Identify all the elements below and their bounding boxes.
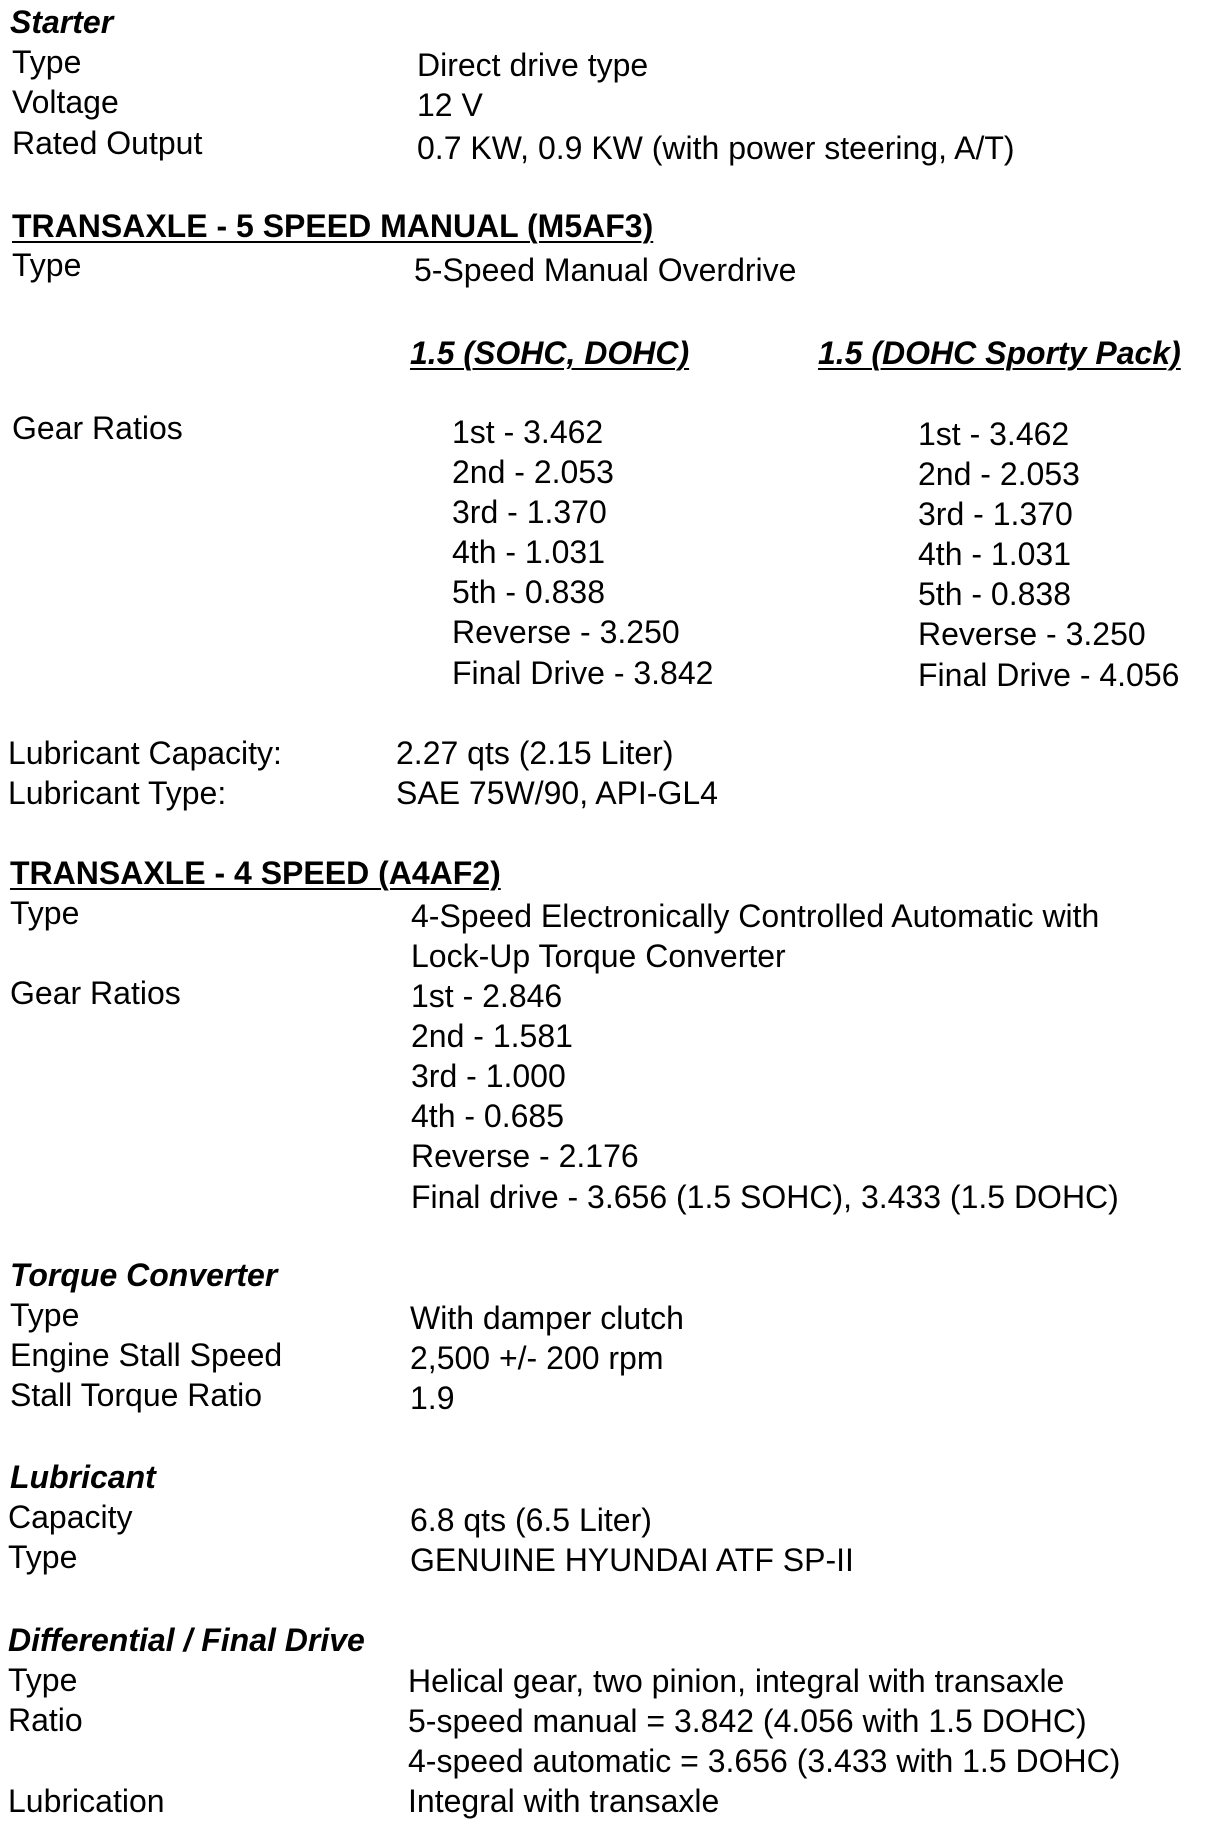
- tc-stall-ratio-value: 1.9: [410, 1380, 455, 1416]
- differential-heading: Differential / Final Drive: [8, 1622, 365, 1658]
- manual-col1-ratio: 2nd - 2.053: [452, 454, 614, 490]
- lubricant-heading: Lubricant: [10, 1459, 156, 1495]
- diff-ratio-value-line1: 5-speed manual = 3.842 (4.056 with 1.5 DOHC): [408, 1703, 1087, 1739]
- manual-col2-ratio: 1st - 3.462: [918, 416, 1070, 452]
- manual-col1-ratio: Final Drive - 3.842: [452, 655, 714, 691]
- manual-col2-header: 1.5 (DOHC Sporty Pack): [818, 335, 1181, 371]
- auto-ratio: 4th - 0.685: [411, 1098, 564, 1134]
- lube-capacity-value: 6.8 qts (6.5 Liter): [410, 1502, 652, 1538]
- diff-ratio-value-line2: 4-speed automatic = 3.656 (3.433 with 1.5 DOHC): [408, 1743, 1121, 1779]
- diff-type-label: Type: [8, 1662, 78, 1698]
- auto-ratio: 1st - 2.846: [411, 978, 563, 1014]
- manual-col1-header: 1.5 (SOHC, DOHC): [410, 335, 690, 371]
- manual-col2-ratio: Final Drive - 4.056: [918, 657, 1180, 693]
- manual-gear-label: Gear Ratios: [12, 410, 183, 446]
- auto-type-label: Type: [10, 895, 80, 931]
- tc-stall-speed-value: 2,500 +/- 200 rpm: [410, 1340, 664, 1376]
- manual-transaxle-heading: TRANSAXLE - 5 SPEED MANUAL (M5AF3): [12, 208, 654, 244]
- starter-output-value: 0.7 KW, 0.9 KW (with power steering, A/T): [417, 130, 1015, 166]
- tc-stall-ratio-label: Stall Torque Ratio: [10, 1377, 262, 1413]
- auto-ratio: 2nd - 1.581: [411, 1018, 573, 1054]
- starter-voltage-value: 12 V: [417, 87, 483, 123]
- manual-col2-ratio: 4th - 1.031: [918, 536, 1071, 572]
- auto-ratio: Reverse - 2.176: [411, 1138, 639, 1174]
- manual-col1-ratio: 1st - 3.462: [452, 414, 604, 450]
- manual-lube-capacity-label: Lubricant Capacity:: [8, 735, 282, 771]
- tc-type-label: Type: [10, 1297, 80, 1333]
- manual-col2-ratio: 3rd - 1.370: [918, 496, 1073, 532]
- diff-ratio-label: Ratio: [8, 1702, 83, 1738]
- auto-gear-label: Gear Ratios: [10, 975, 181, 1011]
- manual-lube-type-value: SAE 75W/90, API-GL4: [396, 775, 718, 811]
- auto-ratio: Final drive - 3.656 (1.5 SOHC), 3.433 (1.5 DOHC): [411, 1179, 1119, 1215]
- diff-lubrication-value: Integral with transaxle: [408, 1783, 720, 1819]
- starter-heading: Starter: [10, 4, 114, 40]
- manual-col1-ratio: Reverse - 3.250: [452, 614, 680, 650]
- manual-col1-ratio: 3rd - 1.370: [452, 494, 607, 530]
- diff-lubrication-label: Lubrication: [8, 1783, 165, 1819]
- lube-capacity-label: Capacity: [8, 1499, 133, 1535]
- manual-col2-ratio: 5th - 0.838: [918, 576, 1071, 612]
- lube-type-label: Type: [8, 1539, 78, 1575]
- manual-type-value: 5-Speed Manual Overdrive: [414, 252, 797, 288]
- manual-col2-ratio: 2nd - 2.053: [918, 456, 1080, 492]
- manual-col1-ratio: 5th - 0.838: [452, 574, 605, 610]
- manual-col2-ratio: Reverse - 3.250: [918, 616, 1146, 652]
- auto-type-value-line1: 4-Speed Electronically Controlled Automatic with: [411, 898, 1100, 934]
- auto-type-value-line2: Lock-Up Torque Converter: [411, 938, 786, 974]
- diff-type-value: Helical gear, two pinion, integral with transaxle: [408, 1663, 1065, 1699]
- starter-type-label: Type: [12, 44, 82, 80]
- manual-type-label: Type: [12, 247, 82, 283]
- auto-transaxle-heading: TRANSAXLE - 4 SPEED (A4AF2): [10, 855, 501, 891]
- starter-voltage-label: Voltage: [12, 84, 119, 120]
- tc-stall-speed-label: Engine Stall Speed: [10, 1337, 283, 1373]
- starter-type-value: Direct drive type: [417, 47, 649, 83]
- tc-type-value: With damper clutch: [410, 1300, 684, 1336]
- lube-type-value: GENUINE HYUNDAI ATF SP-II: [410, 1542, 854, 1578]
- starter-output-label: Rated Output: [12, 125, 203, 161]
- auto-ratio: 3rd - 1.000: [411, 1058, 566, 1094]
- manual-col1-ratio: 4th - 1.031: [452, 534, 605, 570]
- torque-converter-heading: Torque Converter: [10, 1257, 278, 1293]
- manual-lube-capacity-value: 2.27 qts (2.15 Liter): [396, 735, 674, 771]
- manual-lube-type-label: Lubricant Type:: [8, 775, 227, 811]
